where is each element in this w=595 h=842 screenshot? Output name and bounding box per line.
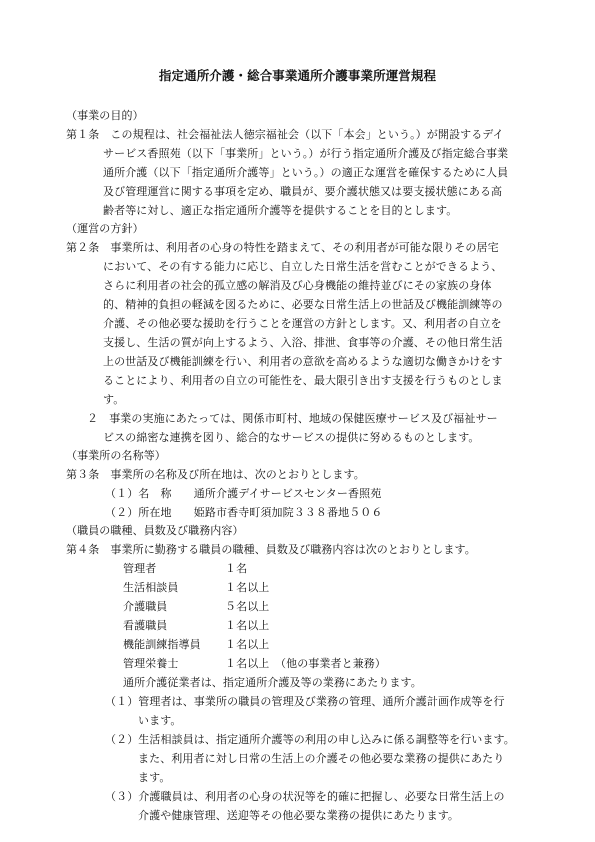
article-3-item-name: （１）名 称 通所介護デイサービスセンター香照苑 (105, 487, 382, 500)
staff-row (0, 655, 595, 673)
staff-count: １名以上 (225, 638, 270, 651)
section-heading-policy: （運営の方針） (66, 222, 144, 235)
article-4-intro: 第４条 事業所に勤務する職員の職種、員数及び職務内容は次のとおりとします。 (66, 543, 476, 556)
staff-role: 機能訓練指導員 (123, 638, 201, 651)
duty-care-worker-line: 介護や健康管理、送迎等その他必要な業務の提供にあたります。 (138, 809, 460, 822)
duty-manager-line: （１）管理者は、事業所の職員の管理及び業務の管理、通所介護計画作成等を行 (105, 695, 505, 708)
staff-role: 管理者 (123, 562, 157, 575)
article-3-item-address: （２）所在地 姫路市香寺町須加院３３８番地５０６ (105, 506, 383, 519)
article-2-line: さらに利用者の社会的孤立感の解消及び心身機能の維持並びにその家族の身体 (103, 279, 492, 292)
duty-counselor-line: ます。 (138, 771, 171, 784)
article-2-line: 上の世話及び機能訓練を行い、利用者の意欲を高めるような適切な働きかけをす (103, 355, 503, 368)
article-1-line: 通所介護（以下「指定通所介護等」という。）の適正な運営を確保するために人員 (103, 166, 509, 179)
article-2-line: 的、精神的負担の軽減を図るために、必要な日常生活上の世話及び機能訓練等の (103, 298, 503, 311)
duty-care-worker-line: （３）介護職員は、利用者の心身の状況等を的確に把握し、必要な日常生活上の (105, 790, 505, 803)
staff-row (0, 617, 595, 635)
article-2-line: ることにより、利用者の自立の可能性を、最大限引き出す支援を行うものとしま (103, 374, 503, 387)
staff-count: １名以上 （他の事業者と兼務） (225, 657, 386, 670)
article-1-line: 第１条 この規程は、社会福祉法人徳宗福祉会（以下「本会」という。）が開設するデイ (66, 128, 504, 141)
article-1-line: 及び管理運営に関する事項を定め、職員が、要介護状態又は要支援状態にある高 (103, 185, 503, 198)
staff-row (0, 560, 595, 578)
staff-row (0, 598, 595, 616)
staff-row (0, 636, 595, 654)
article-1-line: 齢者等に対し、適正な指定通所介護等を提供することを目的とします。 (103, 204, 458, 217)
duty-manager-line: います。 (138, 714, 182, 727)
staff-role: 介護職員 (123, 600, 168, 613)
staff-count: ５名以上 (225, 600, 270, 613)
article-2-line: 支援し、生活の質が向上するよう、入浴、排泄、食事等の介護、その他日常生活 (103, 336, 503, 349)
duty-counselor-line: （２）生活相談員は、指定通所介護等の利用の申し込みに係る調整等を行います。 (105, 733, 515, 746)
staff-row (0, 579, 595, 597)
staff-count: １名以上 (225, 581, 270, 594)
article-2-line: 第２条 事業所は、利用者の心身の特性を踏まえて、その利用者が可能な限りその居宅 (66, 241, 499, 254)
staff-note: 通所介護従業者は、指定通所介護及等の業務にあたります。 (123, 676, 422, 689)
section-heading-name: （事業所の名称等） (66, 449, 166, 462)
document-title: 指定通所介護・総合事業通所介護事業所運営規程 (158, 68, 437, 83)
staff-count: １名以上 (225, 619, 270, 632)
article-2-line: 介護、その他必要な援助を行うことを運営の方針とします。又、利用者の自立を (103, 317, 502, 330)
article-3-intro: 第３条 事業所の名称及び所在地は、次のとおりとします。 (66, 468, 365, 481)
staff-role: 生活相談員 (123, 581, 179, 594)
article-2-line: す。 (103, 393, 125, 406)
article-2-para2-line: ビスの綿密な連携を図り、総合的なサービスの提供に努めるものとします。 (103, 431, 480, 444)
staff-role: 管理栄養士 (123, 657, 179, 670)
staff-count: １名 (225, 562, 248, 575)
article-2-line: において、その有する能力に応じ、自立した日常生活を営むことができるよう、 (103, 260, 503, 273)
article-2-para2-line: ２ 事業の実施にあたっては、関係市町村、地域の保健医療サービス及び福祉サー (87, 412, 498, 425)
article-1-line: サービス香照苑（以下「事業所」という。）が行う指定通所介護及び指定総合事業 (103, 147, 509, 160)
duty-counselor-line: また、利用者に対し日常の生活上の介護その他必要な業務の提供にあたり (138, 752, 505, 765)
section-heading-purpose: （事業の目的） (66, 109, 144, 122)
section-heading-staff: （職員の職種、員数及び職務内容） (66, 524, 244, 537)
staff-role: 看護職員 (123, 619, 168, 632)
